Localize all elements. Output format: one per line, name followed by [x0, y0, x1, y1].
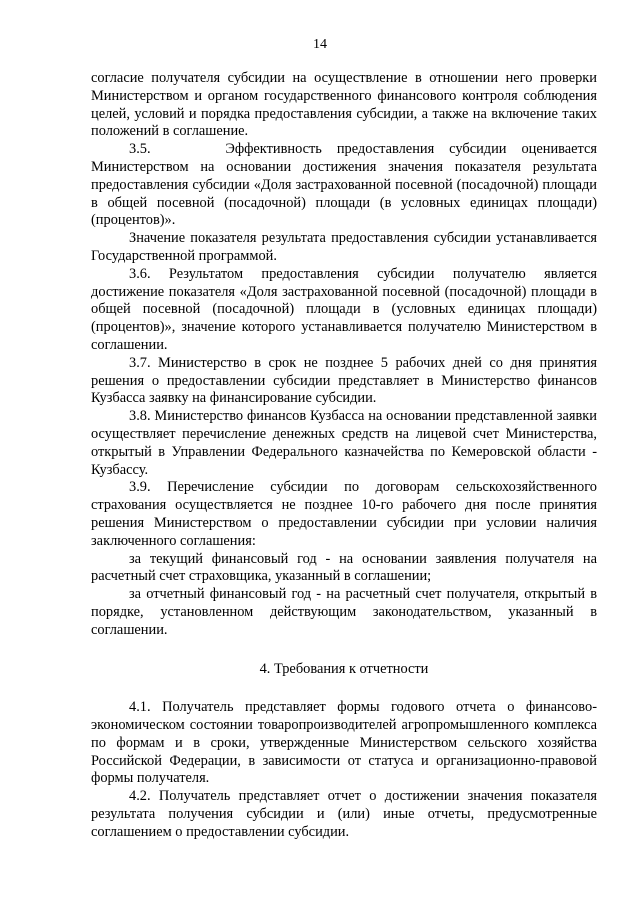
paragraph-3-9: 3.9. Перечисление субсидии по договорам сельскохозяйственного страхования осуществляется не позднее 10-го рабочего дня после принятия решения Министерством о предоставлении субсидии при условии наличия заключенного соглашения:	[91, 479, 597, 549]
paragraph-3-6: 3.6. Результатом предоставления субсидии получателю является достижение показателя «Доля застрахованной посевной (посадочной) площади в общей посевной (посадочной) площади в (условных единицах площади) (процентов)», значение которого устанавливается получателю Министерством в соглашении.	[91, 265, 597, 353]
paragraph-consent-continuation: согласие получателя субсидии на осуществление в отношении него проверки Министерством и органом государственного финансового контроля соблюдения целей, условий и порядка предоставления субсидии, а также на включение таких положений в соглашение.	[91, 70, 597, 140]
paragraph-3-8: 3.8. Министерство финансов Кузбасса на основании представленной заявки осуществляет перечисление денежных средств на лицевой счет Министерства, открытый в Управлении Федерального казначейства по Кемеровской области - Кузбассу.	[91, 408, 597, 478]
page-number: 14	[313, 37, 327, 52]
paragraph-indicator-value: Значение показателя результата предоставления субсидии устанавливается Государственной программой.	[91, 230, 597, 264]
paragraph-current-year: за текущий финансовый год - на основании заявления получателя на расчетный счет страховщика, указанный в соглашении;	[91, 550, 597, 585]
paragraph-3-7: 3.7. Министерство в срок не позднее 5 рабочих дней со дня принятия решения о предоставлении субсидии представляет в Министерство финансов Кузбасса заявку на финансирование субсидии.	[91, 354, 597, 407]
document-body	[91, 70, 597, 842]
section-heading: 4. Требования к отчетности	[259, 660, 429, 677]
paragraph-3-5: 3.5. Эффективность предоставления субсидии оценивается Министерством на основании достижения значения показателя результата предоставления субсидии «Доля застрахованной посевной (посадочной) площади в общей посевной (посадочной) площади (в условных единицах площади) (процентов)».	[91, 141, 597, 229]
paragraph-4-1: 4.1. Получатель представляет формы годового отчета о финансово-экономическом состоянии товаропроизводителей агропромышленного комплекса по формам и в сроки, утвержденные Министерством сельского хозяйства Российской Федерации, в зависимости от статуса и организационно-правовой формы получателя.	[91, 699, 597, 787]
paragraph-reporting-year: за отчетный финансовый год - на расчетный счет получателя, открытый в порядке, установленном действующим законодательством, указанный в соглашении.	[91, 586, 597, 638]
paragraph-4-2: 4.2. Получатель представляет отчет о достижении значения показателя результата получения субсидии и (или) иные отчеты, предусмотренные соглашением о предоставлении субсидии.	[91, 788, 597, 840]
